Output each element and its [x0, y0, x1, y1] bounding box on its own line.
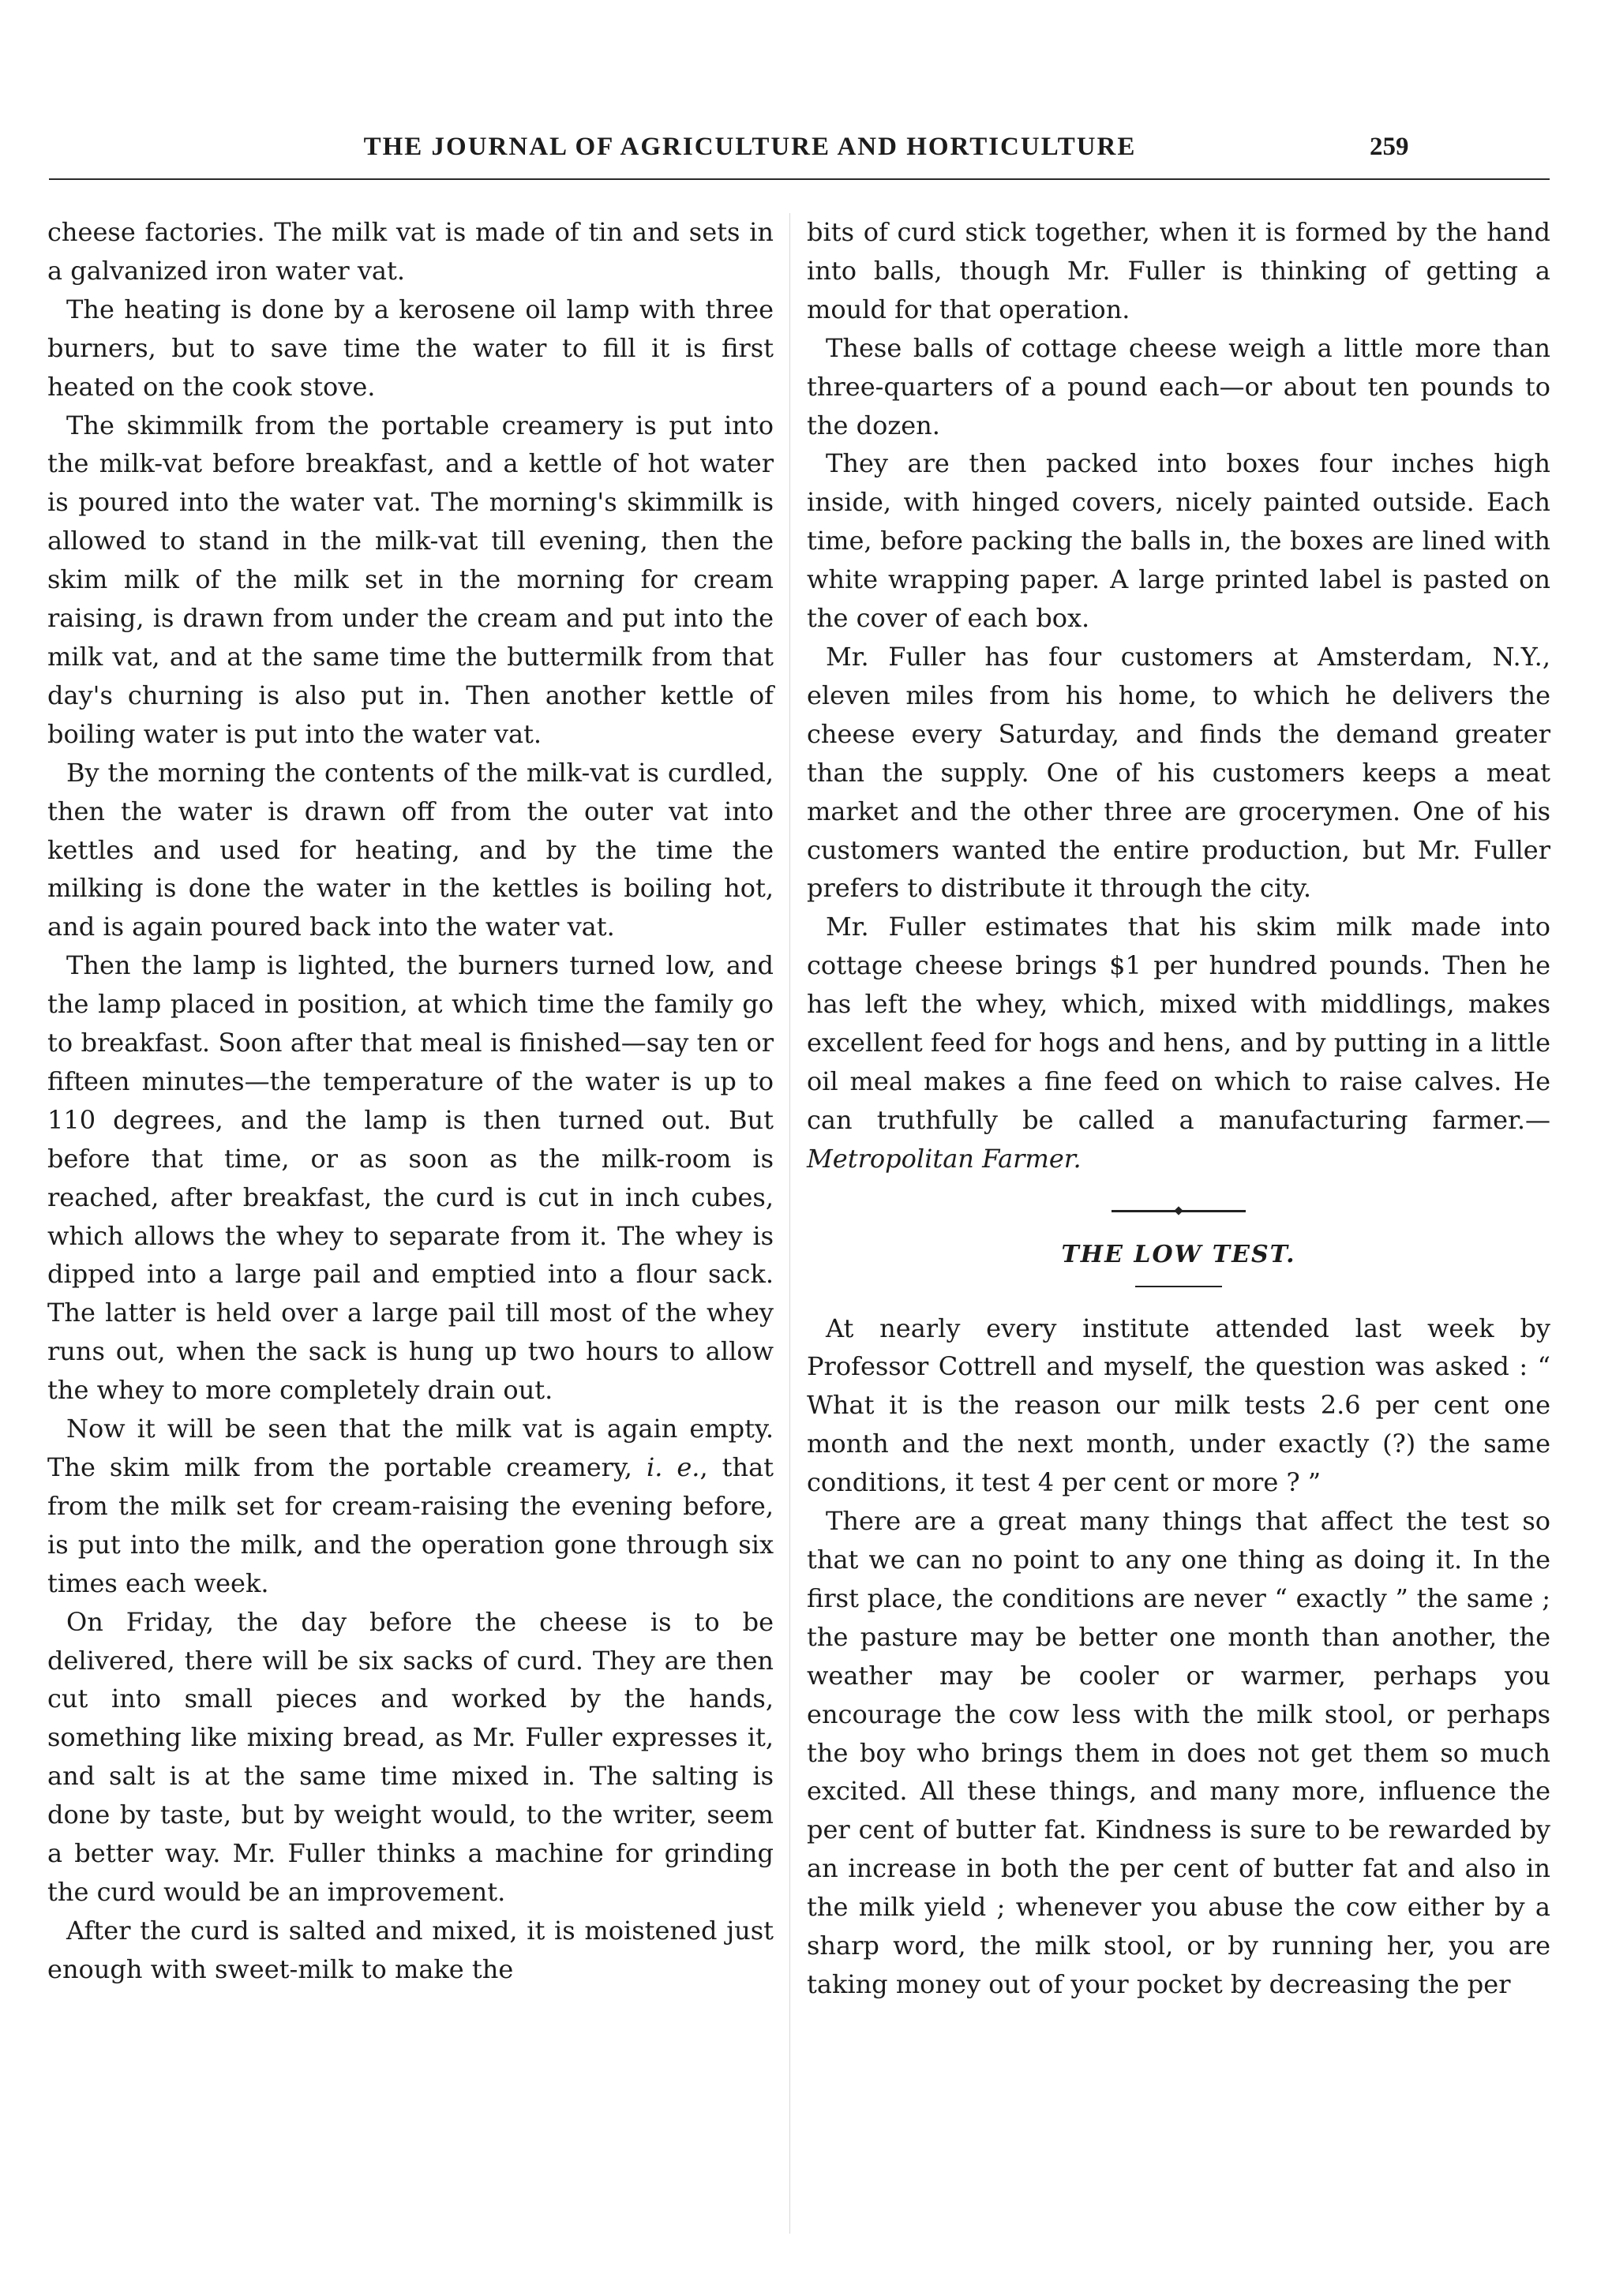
- right-column: [807, 213, 1550, 2004]
- left-column: [47, 213, 774, 1989]
- abbreviation: i. e.: [646, 1452, 700, 1482]
- paragraph: [47, 1410, 774, 1603]
- column-divider: [789, 213, 790, 2234]
- spacer: [807, 1178, 1550, 1207]
- paragraph: After the curd is salted and mixed, it is moistened just enough with sweet-milk to make the: [47, 1915, 774, 1984]
- section-rule: [1135, 1286, 1222, 1287]
- paragraph: [807, 908, 1550, 1178]
- journal-title: THE JOURNAL OF AGRICULTURE AND HORTICULTURE: [363, 133, 1137, 161]
- paragraph: At nearly every institute attended last week by Professor Cottrell and myself, the question was asked : “ What it is the reason our milk tests 2.6 per cent one month and the next month, under exactly (?) the same conditions, it test 4 per cent or more ? ”: [807, 1313, 1550, 1498]
- section-ornament-rule: [1112, 1210, 1246, 1212]
- paragraph: bits of curd stick together, when it is formed by the hand into balls, though Mr. Fuller is thinking of getting a mould for that operation.: [807, 217, 1550, 324]
- page-header: [0, 133, 1597, 180]
- paragraph: The skimmilk from the portable creamery is put into the milk-vat before breakfast, and a kettle of hot water is poured into the water vat. The morning's skimmilk is allowed to stand in the milk-vat till evening, then the skim milk of the milk set in the morning for cream raising, is drawn from under the cream and put into the milk vat, and at the same time the buttermilk from that day's churning is also put in. Then another kettle of boiling water is put into the water vat.: [47, 410, 774, 749]
- paragraph: Mr. Fuller has four customers at Amsterdam, N.Y., eleven miles from his home, to which he delivers the cheese every Saturday, and finds the demand greater than the supply. One of his customers keeps a meat market and the other three are grocerymen. One of his customers wanted the entire production, but Mr. Fuller prefers to distribute it through the city.: [807, 641, 1550, 904]
- paragraph: By the morning the contents of the milk-vat is curdled, then the water is drawn off from the outer vat into kettles and used for heating, and by the time the milking is done the water in the kettles is boiling hot, and is again poured back into the water vat.: [47, 757, 774, 942]
- paragraph: Then the lamp is lighted, the burners turned low, and the lamp placed in position, at which time the family go to breakfast. Soon after that meal is finished—say ten or fifteen minutes—the temperature of the water is up to 110 degrees, and the lamp is then turned out. But before that time, or as soon as the milk-room is reached, after breakfast, the curd is cut in inch cubes, which allows the whey to separate from it. The whey is dipped into a large pail and emptied into a flour sack. The latter is held over a large pail till most of the whey runs out, when the sack is hung up two hours to allow the whey to more completely drain out.: [47, 950, 774, 1406]
- paragraph: cheese factories. The milk vat is made of tin and sets in a galvanized iron water vat.: [47, 217, 774, 286]
- section-title: THE LOW TEST.: [1061, 1240, 1296, 1268]
- paragraph: The heating is done by a kerosene oil lamp with three burners, but to save time the water to fill it is first heated on the cook stove.: [47, 294, 774, 402]
- paragraph: These balls of cottage cheese weigh a little more than three-quarters of a pound each—or about ten pounds to the dozen.: [807, 332, 1550, 440]
- paragraph-text: Now it will be seen that the milk vat is again empty. The skim milk from the portable creamery,: [47, 1414, 774, 1482]
- paragraph: There are a great many things that affect the test so that we can no point to any one thing as doing it. In the first place, the conditions are never “ exactly ” the same ; the pasture may be better one month than another, the weather may be cooler or warmer, perhaps you encourage the cow less with the milk stool, or perhaps the boy who brings them in does not get them so much excited. All these things, and many more, influence the per cent of butter fat. Kindness is sure to be rewarded by an increase in both the per cent of butter fat and also in the milk yield ; whenever you abuse the cow either by a sharp word, the milk stool, or by running her, you are taking money out of your pocket by decreasing the per: [807, 1506, 1550, 1999]
- paragraph: They are then packed into boxes four inches high inside, with hinged covers, nicely painted outside. Each time, before packing the balls in, the boxes are lined with white wrapping paper. A large printed label is pasted on the cover of each box.: [807, 448, 1550, 634]
- header-rule: [49, 178, 1550, 180]
- paragraph-text: Mr. Fuller estimates that his skim milk made into cottage cheese brings $1 per hundred pounds. Then he has left the whey, which, mixed with middlings, makes excellent feed for hogs and hens, and by putting in a little oil meal makes a fine feed on which to raise calves. He can truthfully be called a manufacturing farmer.—: [807, 912, 1550, 1135]
- paragraph: On Friday, the day before the cheese is to be delivered, there will be six sacks of curd. They are then cut into small pieces and worked by the hands, something like mixing bread, as Mr. Fuller expresses it, and salt is at the same time mixed in. The salting is done by taste, but by weight would, to the writer, seem a better way. Mr. Fuller thinks a machine for grinding the curd would be an improvement.: [47, 1606, 774, 1907]
- page-number: 259: [1370, 133, 1409, 161]
- article-source: Metropolitan Farmer.: [807, 1143, 1082, 1174]
- paragraph-text: , that from the milk set for cream-raising the evening before, is put into the milk, and the operation gone through six times each week.: [47, 1452, 774, 1598]
